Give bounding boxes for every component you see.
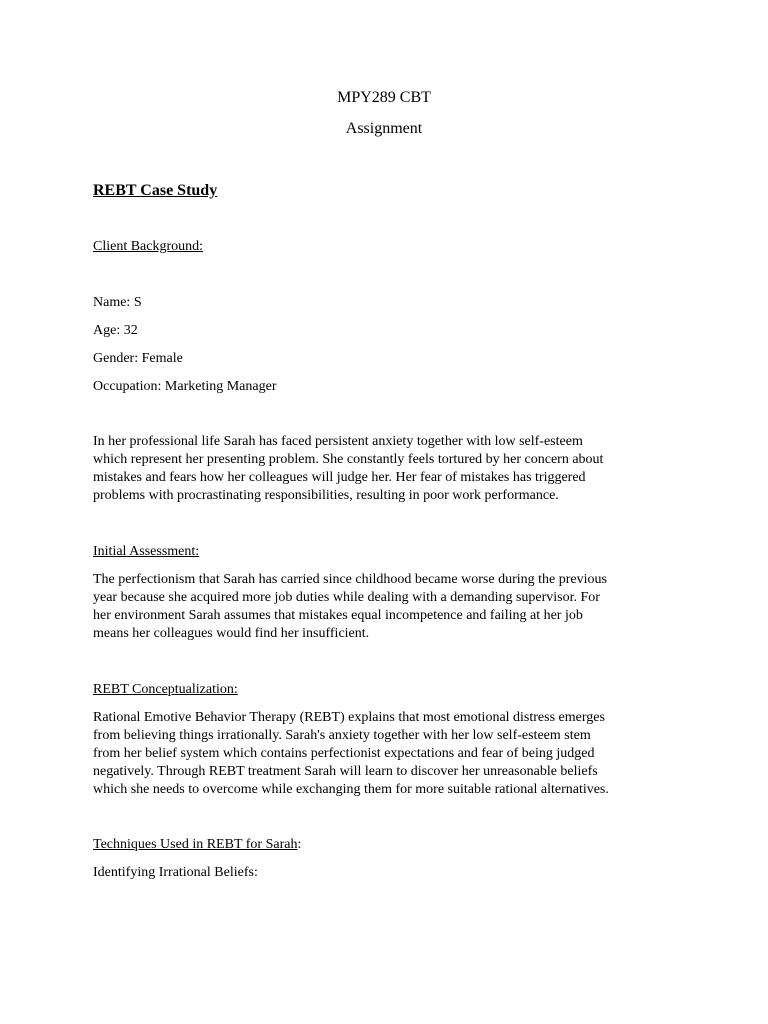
paragraph-line: Rational Emotive Behavior Therapy (REBT) explains that most emotional distress emerges <box>93 710 605 725</box>
client-name: Name: S <box>93 295 142 310</box>
paragraph-line: The perfectionism that Sarah has carried since childhood became worse during the previous <box>93 572 607 587</box>
client-background-paragraph <box>93 433 673 505</box>
techniques-heading-colon: : <box>297 837 302 852</box>
client-occupation: Occupation: Marketing Manager <box>93 379 277 394</box>
paragraph-line: from her belief system which contains perfectionist expectations and fear of being judged <box>93 746 595 761</box>
paragraph-line: mistakes and fears how her colleagues will judge her. Her fear of mistakes has triggered <box>93 470 586 485</box>
client-gender: Gender: Female <box>93 351 183 366</box>
paragraph-line: from believing things irrationally. Sarah's anxiety together with her low self-esteem stem <box>93 728 591 743</box>
rebt-conceptualization-paragraph <box>93 709 673 799</box>
client-age: Age: 32 <box>93 323 138 338</box>
identifying-irrational-beliefs-subheading: Identifying Irrational Beliefs: <box>93 865 258 880</box>
initial-assessment-paragraph <box>93 571 673 643</box>
techniques-heading: Techniques Used in REBT for Sarah <box>93 837 298 852</box>
paragraph-line: means her colleagues would find her insufficient. <box>93 626 370 641</box>
paragraph-line: In her professional life Sarah has faced persistent anxiety together with low self-esteem <box>93 434 583 449</box>
paragraph-line: year because she acquired more job duties while dealing with a demanding supervisor. For <box>93 590 600 605</box>
client-background-heading: Client Background: <box>93 239 204 254</box>
paragraph-line: which represent her presenting problem. She constantly feels tortured by her concern about <box>93 452 604 467</box>
techniques-heading-row <box>93 836 301 854</box>
document-title-assignment: Assignment <box>345 120 423 137</box>
main-heading: REBT Case Study <box>93 182 218 199</box>
rebt-conceptualization-heading: REBT Conceptualization: <box>93 682 238 697</box>
paragraph-line: negatively. Through REBT treatment Sarah will learn to discover her unreasonable beliefs <box>93 764 598 779</box>
document-title-course: MPY289 CBT <box>337 89 431 106</box>
paragraph-line: her environment Sarah assumes that mistakes equal incompetence and failing at her job <box>93 608 583 623</box>
paragraph-line: which she needs to overcome while exchanging them for more suitable rational alternatives. <box>93 782 609 797</box>
initial-assessment-heading: Initial Assessment: <box>93 544 200 559</box>
paragraph-line: problems with procrastinating responsibilities, resulting in poor work performance. <box>93 488 559 503</box>
